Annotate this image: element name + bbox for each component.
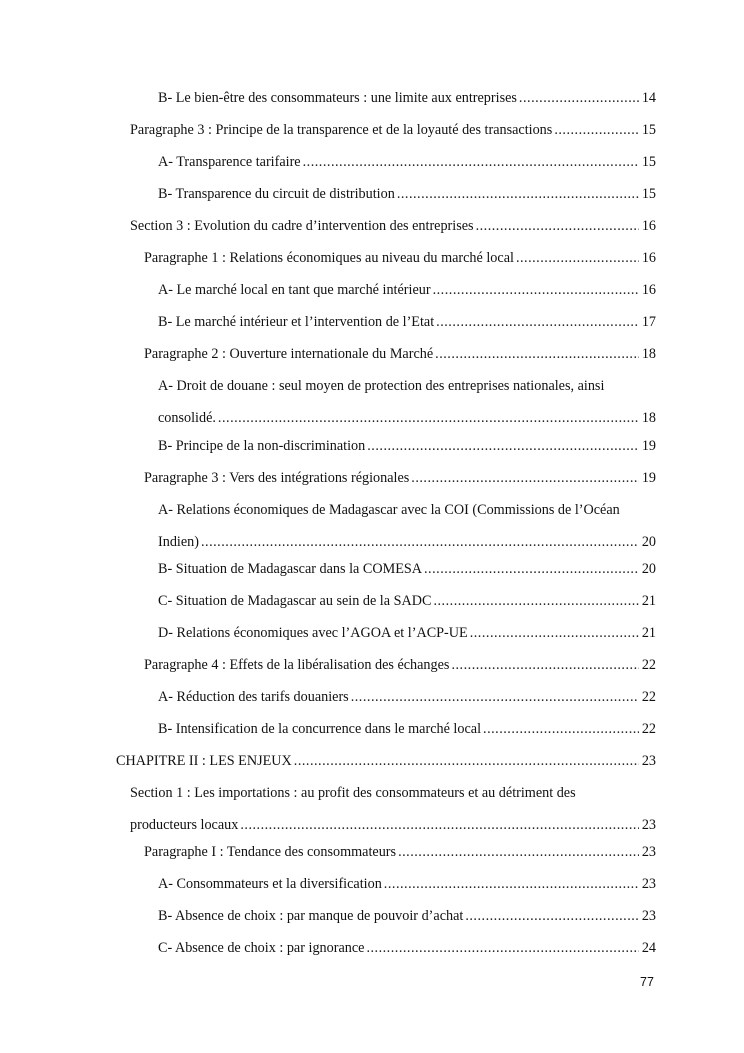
toc-entry[interactable] [158,875,656,893]
toc-entry[interactable] [158,501,656,551]
toc-entry-title: Paragraphe I : Tendance des consommateurs [144,844,397,860]
dot-leader [451,656,638,674]
toc-entry[interactable] [144,469,656,487]
toc-entry-page: 16 [641,282,656,298]
toc-entry-page: 15 [641,186,656,202]
toc-entry-title: B- Transparence du circuit de distribution [158,186,395,202]
dot-leader [465,907,638,925]
toc-entry-title: B- Le bien-être des consommateurs : une limite aux entreprises [158,90,517,106]
toc-entry-page: 24 [641,940,656,956]
toc-entry-title: Indien) [158,534,199,550]
dot-leader [476,217,639,235]
toc-entry[interactable] [144,656,656,674]
toc-entry[interactable] [158,313,656,331]
toc-entry-title: Paragraphe 2 : Ouverture internationale du Marché [144,346,434,362]
toc-entry-title: C- Absence de choix : par ignorance [158,940,365,956]
toc-entry[interactable] [130,217,656,235]
dot-leader [397,185,639,203]
dot-leader [424,560,639,578]
dot-leader [516,249,639,267]
toc-entry-title: B- Situation de Madagascar dans la COMESA [158,561,422,577]
toc-entry-page: 20 [641,534,656,550]
toc-entry-title-line1: Section 1 : Les importations : au profit des consommateurs et au détriment des [130,785,576,801]
toc-entry-title: Section 3 : Evolution du cadre d’intervention des entreprises [130,218,474,234]
dot-leader [218,409,639,427]
toc-entry[interactable] [144,843,656,861]
toc-entry[interactable] [130,784,656,834]
toc-entry-page: 18 [641,346,656,362]
toc-entry[interactable] [144,249,656,267]
toc-entry[interactable] [158,437,656,455]
toc-entry[interactable] [158,89,656,107]
toc-entry-title: C- Situation de Madagascar au sein de la SADC [158,593,432,609]
toc-entry[interactable] [158,939,656,957]
toc-entry-title: Paragraphe 4 : Effets de la libéralisation des échanges [144,657,450,673]
dot-leader [384,875,639,893]
page-number: 77 [640,975,654,989]
toc-entry[interactable] [144,345,656,363]
toc-entry-title: Paragraphe 3 : Principe de la transparence et de la loyauté des transactions [130,122,553,138]
toc-entry-title: CHAPITRE II : LES ENJEUX [116,753,292,769]
toc-entry[interactable] [116,752,656,770]
toc-entry-page: 16 [641,250,656,266]
toc-entry[interactable] [158,185,656,203]
dot-leader [367,437,639,455]
toc-entry-title: B- Absence de choix : par manque de pouvoir d’achat [158,908,464,924]
dot-leader [554,121,639,139]
toc-entry[interactable] [158,281,656,299]
toc-entry-title: A- Transparence tarifaire [158,154,301,170]
toc-entry-page: 15 [641,122,656,138]
dot-leader [294,752,639,770]
toc-entry-page: 19 [641,470,656,486]
toc-entry-page: 23 [641,876,656,892]
toc-entry[interactable] [158,153,656,171]
dot-leader [433,281,639,299]
toc-entry-title-line1: A- Droit de douane : seul moyen de protection des entreprises nationales, ainsi [158,378,605,394]
toc-entry[interactable] [158,377,656,427]
toc-entry-page: 21 [641,593,656,609]
toc-entry-title: A- Le marché local en tant que marché intérieur [158,282,431,298]
toc-entry[interactable] [158,624,656,642]
dot-leader [470,624,639,642]
dot-leader [433,592,638,610]
toc-entry-title: A- Réduction des tarifs douaniers [158,689,349,705]
dot-leader [519,89,639,107]
toc-entry-page: 17 [641,314,656,330]
dot-leader [303,153,639,171]
dot-leader [240,816,638,834]
toc-entry-page: 20 [641,561,656,577]
toc-entry-page: 21 [641,625,656,641]
toc-entry-page: 22 [641,689,656,705]
dot-leader [351,688,639,706]
dot-leader [483,720,639,738]
toc-entry[interactable] [158,720,656,738]
toc-entry-page: 15 [641,154,656,170]
toc-entry-page: 22 [641,721,656,737]
toc-entry-title: D- Relations économiques avec l’AGOA et l’ACP-UE [158,625,468,641]
toc-entry-page: 23 [641,753,656,769]
toc-entry-page: 22 [641,657,656,673]
toc-entry-page: 23 [641,844,656,860]
toc-entry-page: 18 [641,410,656,426]
toc-entry[interactable] [158,907,656,925]
toc-entry-title: Paragraphe 1 : Relations économiques au niveau du marché local [144,250,514,266]
toc-entry-page: 14 [641,90,656,106]
toc-entry-title: producteurs locaux [130,817,239,833]
toc-entry-page: 19 [641,438,656,454]
toc-entry-title: B- Intensification de la concurrence dans le marché local [158,721,482,737]
toc-entry[interactable] [130,121,656,139]
toc-entry-title: Paragraphe 3 : Vers des intégrations régionales [144,470,410,486]
toc-entry-title-line1: A- Relations économiques de Madagascar avec la COI (Commissions de l’Océan [158,502,620,518]
dot-leader [436,313,639,331]
dot-leader [366,939,638,957]
toc-entry-title: A- Consommateurs et la diversification [158,876,382,892]
toc-entry-page: 16 [641,218,656,234]
toc-entry-title: B- Principe de la non-discrimination [158,438,366,454]
toc-entry-title: B- Le marché intérieur et l’intervention de l’Etat [158,314,435,330]
toc-entry[interactable] [158,560,656,578]
dot-leader [435,345,639,363]
toc-entry[interactable] [158,688,656,706]
toc-entry-title: consolidé. [158,410,216,426]
dot-leader [201,533,639,551]
dot-leader [411,469,639,487]
dot-leader [398,843,639,861]
toc-entry-page: 23 [641,817,656,833]
toc-entry-page: 23 [641,908,656,924]
toc-entry[interactable] [158,592,656,610]
